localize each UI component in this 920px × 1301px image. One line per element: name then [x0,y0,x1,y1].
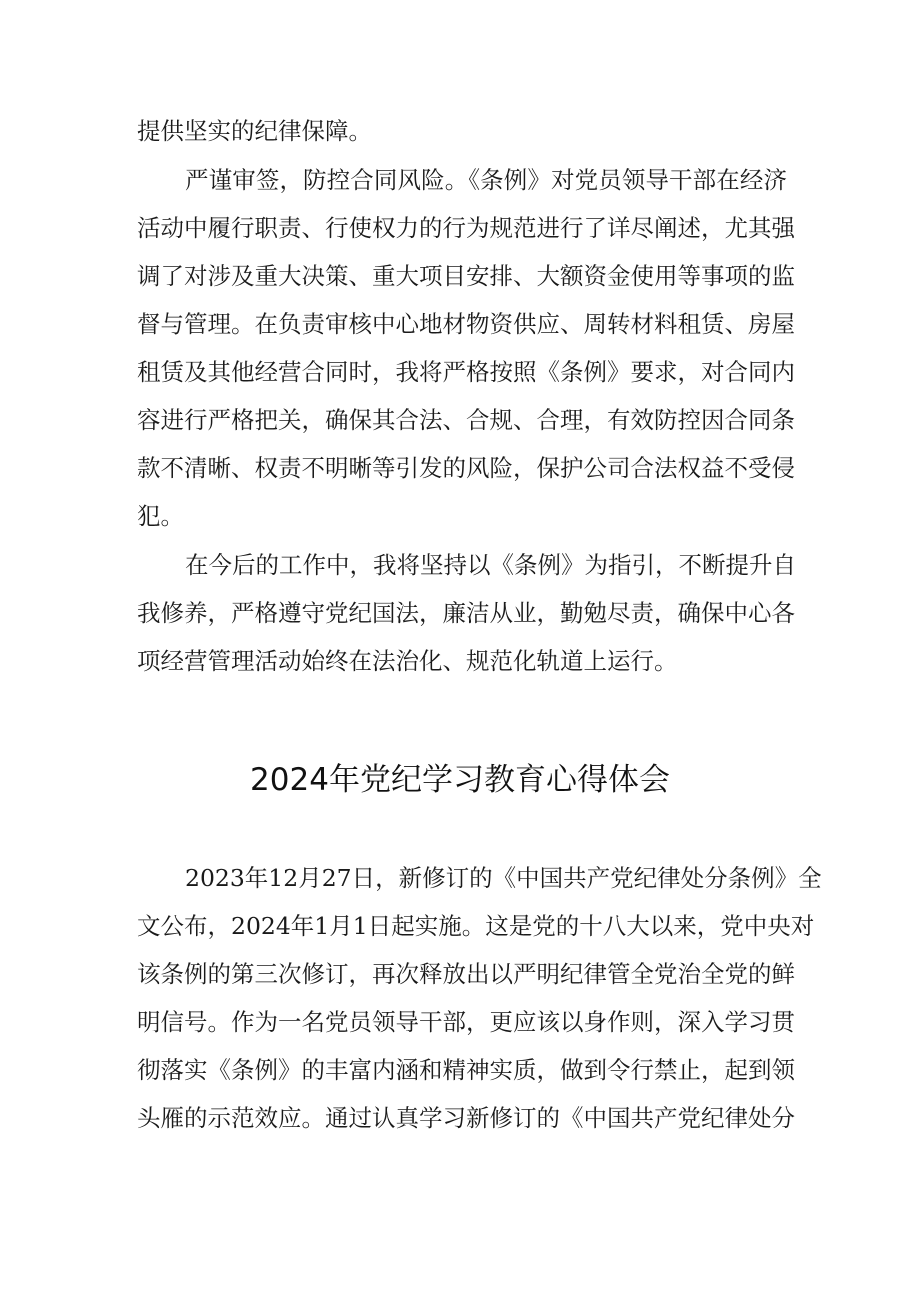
paragraph-intro-line-4: 明信号。作为一名党员领导干部，更应该以身作则，深入学习贯 [137,1008,795,1036]
document-title: 2024年党纪学习教育心得体会 [250,762,670,798]
paragraph-fragment-line: 提供坚实的纪律保障。 [137,117,372,145]
paragraph-contract-line-5: 租赁及其他经营合同时，我将严格按照《条例》要求，对合同内 [137,358,795,386]
paragraph-intro-line-2: 文公布，2024年1月1日起实施。这是党的十八大以来，党中央对 [137,912,815,940]
paragraph-contract-line-3: 调了对涉及重大决策、重大项目安排、大额资金使用等事项的监 [137,262,795,290]
paragraph-intro-line-5: 彻落实《条例》的丰富内涵和精神实质，做到令行禁止，起到领 [137,1056,795,1084]
paragraph-contract-line-1: 严谨审签，防控合同风险。《条例》对党员领导干部在经济 [185,166,787,194]
paragraph-contract-line-8: 犯。 [137,502,184,530]
paragraph-contract-line-4: 督与管理。在负责审核中心地材物资供应、周转材料租赁、房屋 [137,310,795,338]
paragraph-intro-line-1: 2023年12月27日，新修订的《中国共产党纪律处分条例》全 [185,864,822,892]
paragraph-intro-line-6: 头雁的示范效应。通过认真学习新修订的《中国共产党纪律处分 [137,1104,795,1132]
paragraph-future-line-3: 项经营管理活动始终在法治化、规范化轨道上运行。 [137,647,678,675]
paragraph-contract-line-6: 容进行严格把关，确保其合法、合规、合理，有效防控因合同条 [137,406,795,434]
paragraph-contract-line-2: 活动中履行职责、行使权力的行为规范进行了详尽阐述，尤其强 [137,214,795,242]
paragraph-contract-line-7: 款不清晰、权责不明晰等引发的风险，保护公司合法权益不受侵 [137,454,795,482]
paragraph-intro-line-3: 该条例的第三次修订，再次释放出以严明纪律管全党治全党的鲜 [137,960,795,988]
paragraph-future-line-1: 在今后的工作中，我将坚持以《条例》为指引，不断提升自 [185,551,796,579]
paragraph-future-line-2: 我修养，严格遵守党纪国法，廉洁从业，勤勉尽责，确保中心各 [137,599,795,627]
